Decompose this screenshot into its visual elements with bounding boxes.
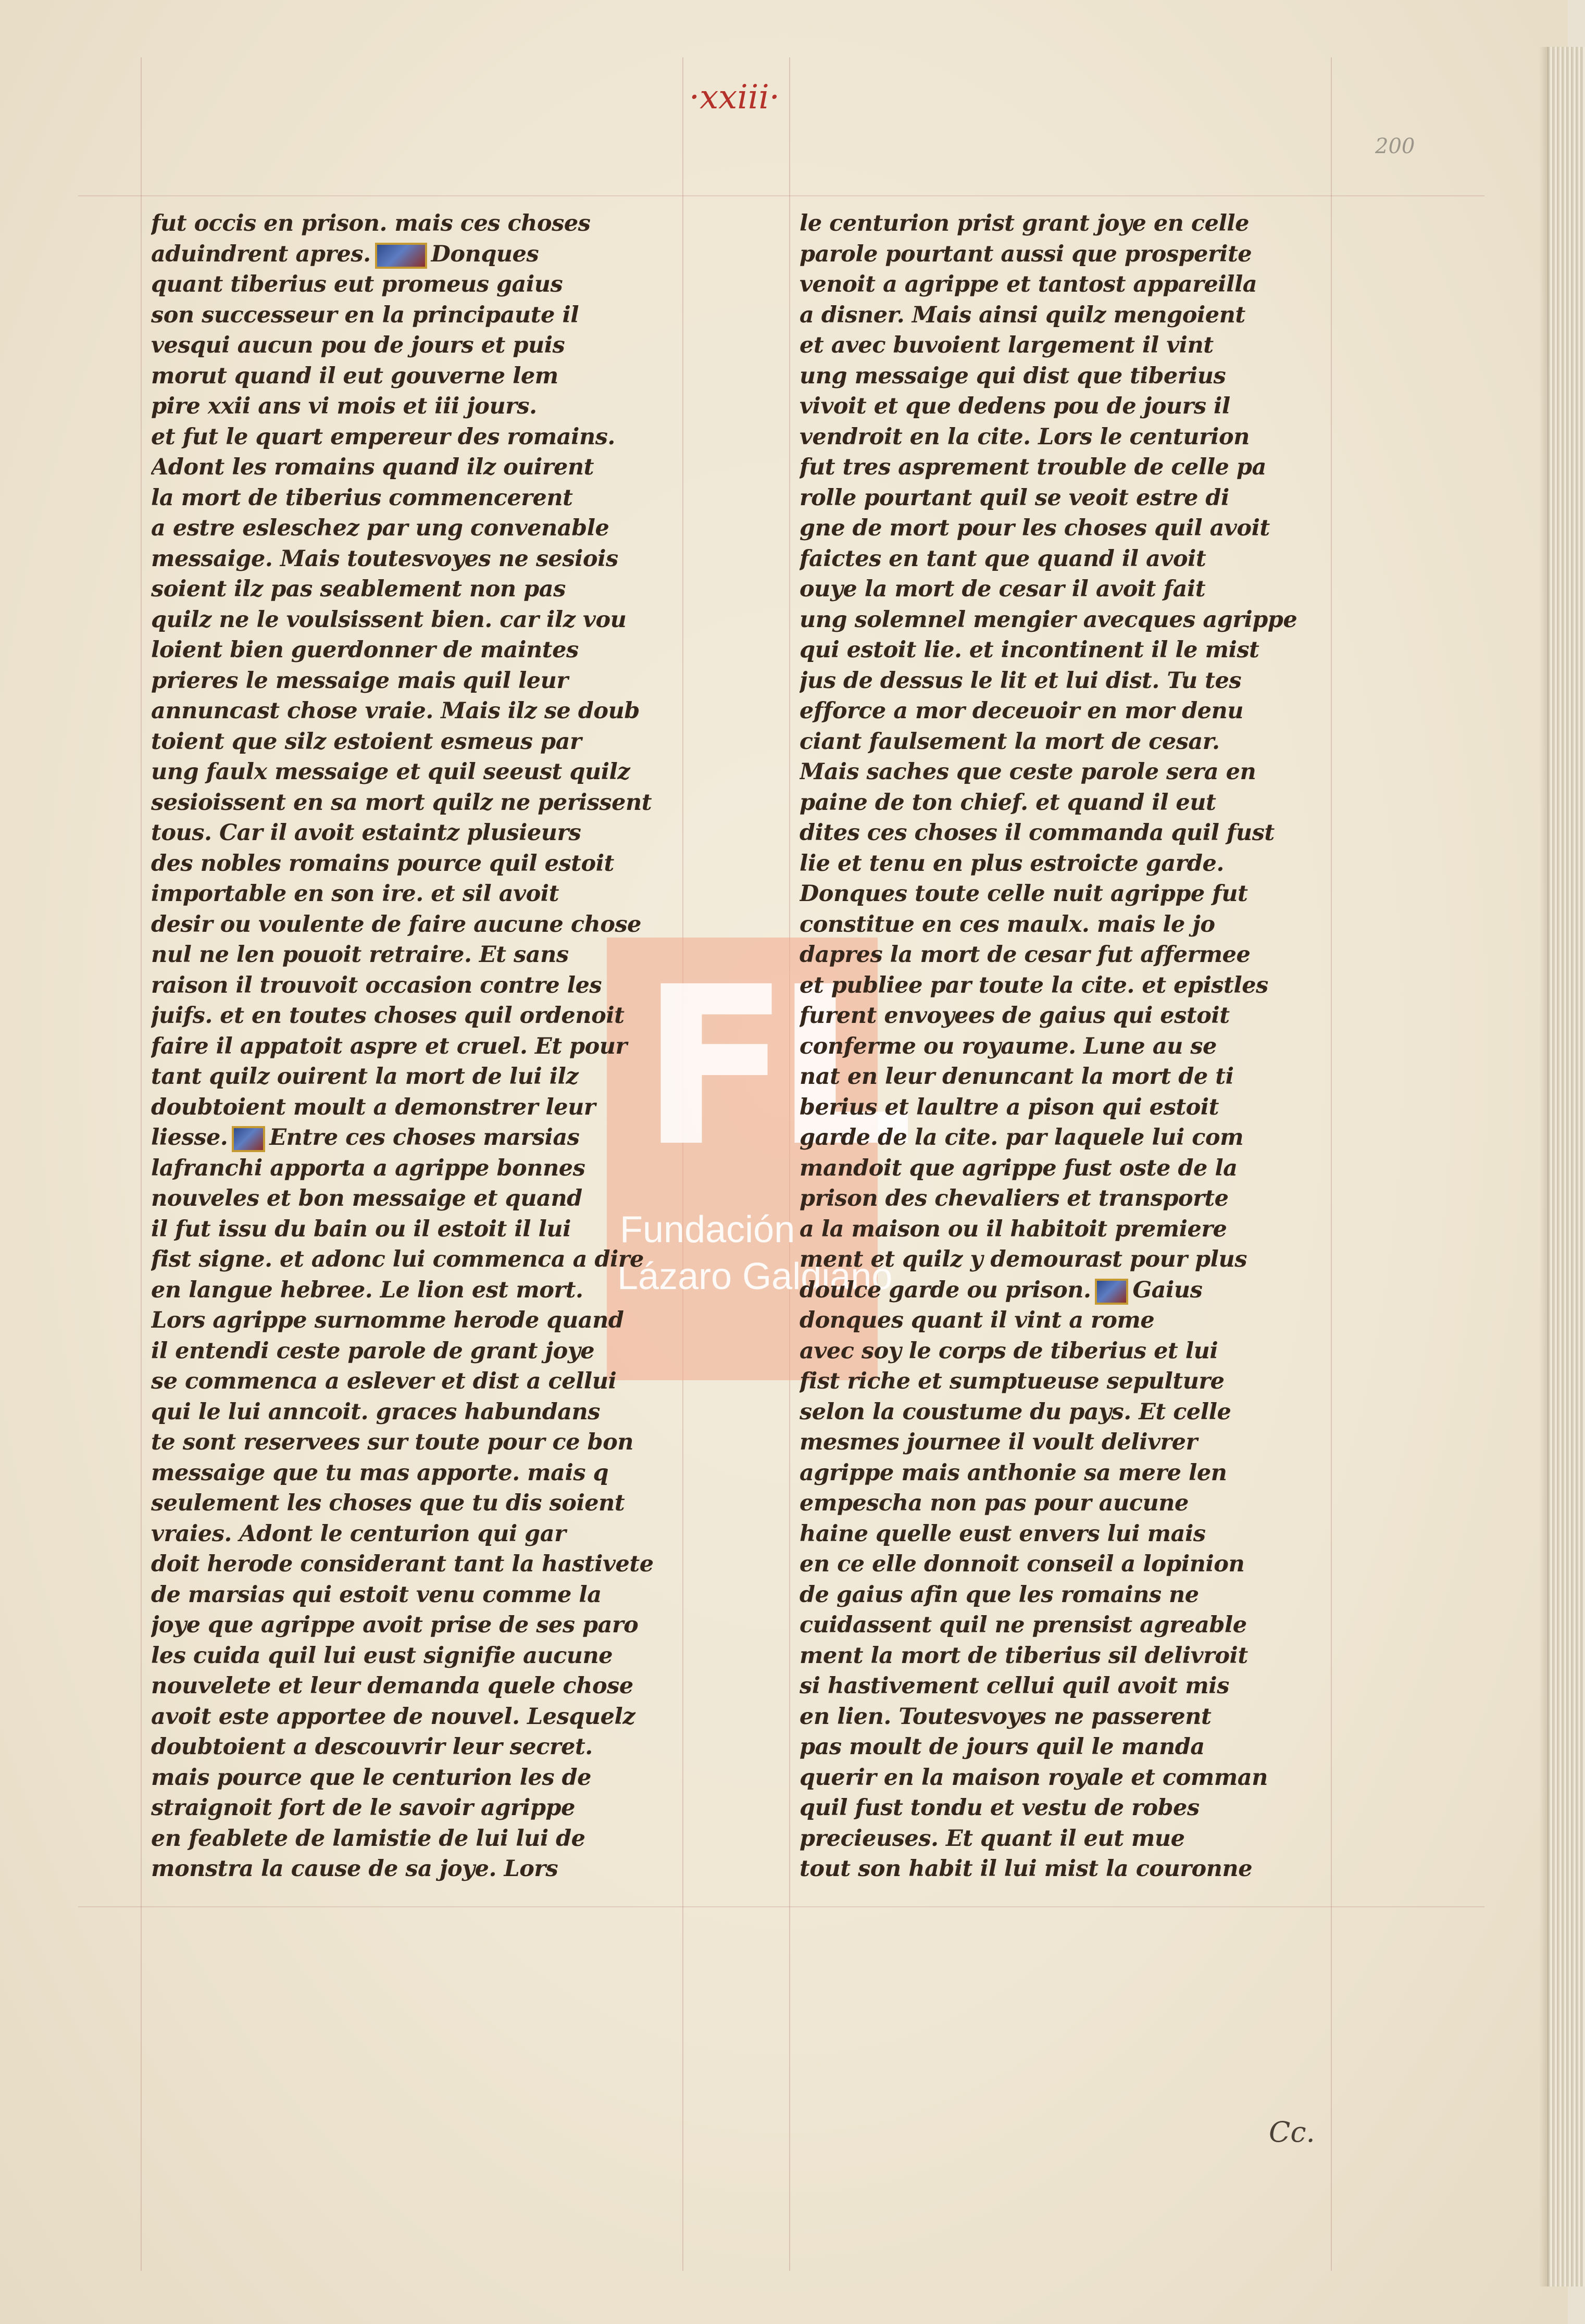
text-line: doubtoient a descouvrir leur secret.: [151, 1734, 593, 1760]
text-line: constitue en ces maulx. mais le jo: [800, 911, 1215, 938]
text-line: il fut issu du bain ou il estoit il lui: [151, 1216, 571, 1242]
text-line: sesioissent en sa mort quilz ne perissent: [151, 789, 652, 816]
text-line: ouye la mort de cesar il avoit fait: [800, 576, 1206, 602]
text-line: doubtoient moult a demonstrer leur: [151, 1094, 596, 1120]
text-line-part: liesse.: [151, 1124, 228, 1151]
text-line: juifs. et en toutes choses quil ordenoit: [151, 1003, 625, 1029]
text-line: et fut le quart empereur des romains.: [151, 423, 615, 450]
text-line: prison des chevaliers et transporte: [800, 1185, 1229, 1211]
text-line: Adont les romains quand ilz ouirent: [151, 454, 594, 480]
ruling-line: [141, 57, 142, 2271]
watermark-line: Fundación: [620, 1209, 795, 1251]
book-leaf-edges: [1547, 47, 1585, 2286]
text-line: berius et laultre a pison qui estoit: [800, 1094, 1219, 1120]
text-line-part: doulce garde ou prison.: [800, 1277, 1091, 1303]
text-line: lafranchi apporta a agrippe bonnes: [151, 1155, 585, 1181]
text-line: et publiee par toute la cite. et epistles: [800, 972, 1268, 998]
illuminated-initial: [232, 1126, 265, 1152]
text-line: faire il appatoit aspre et cruel. Et pour: [151, 1033, 627, 1059]
text-line: rolle pourtant quil se veoit estre di: [800, 484, 1229, 511]
text-line: a disner. Mais ainsi quilz mengoient: [800, 302, 1245, 328]
text-line: dites ces choses il commanda quil fust: [800, 820, 1275, 846]
text-line: en ce elle donnoit conseil a lopinion: [800, 1551, 1245, 1577]
text-line: cuidassent quil ne prensist agreable: [800, 1612, 1247, 1638]
text-line: annuncast chose vraie. Mais ilz se doub: [151, 698, 640, 724]
text-line: faictes en tant que quand il avoit: [800, 545, 1206, 572]
text-line: importable en son ire. et sil avoit: [151, 881, 559, 907]
text-line: soient ilz pas seablement non pas: [151, 576, 566, 602]
ruling-line: [78, 195, 1484, 196]
text-line: prieres le messaige mais quil leur: [151, 667, 568, 694]
text-line: la mort de tiberius commencerent: [151, 484, 573, 511]
text-line: ung faulx messaige et quil seeust quilz: [151, 759, 630, 785]
text-line: tant quilz ouirent la mort de lui ilz: [151, 1064, 579, 1090]
text-line: desir ou voulente de faire aucune chose: [151, 911, 642, 938]
text-line: [151, 239, 682, 270]
text-line: monstra la cause de sa joye. Lors: [151, 1856, 558, 1882]
text-line: vraies. Adont le centurion qui gar: [151, 1520, 566, 1547]
text-line: et avec buvoient largement il vint: [800, 332, 1214, 358]
text-line: qui estoit lie. et incontinent il le mist: [800, 637, 1259, 663]
text-line: morut quand il eut gouverne lem: [151, 363, 558, 389]
text-line: a estre esleschez par ung convenable: [151, 515, 609, 541]
text-line: qui le lui anncoit. graces habundans: [151, 1398, 601, 1425]
text-line: vendroit en la cite. Lors le centurion: [800, 423, 1250, 450]
text-line: en feablete de lamistie de lui lui de: [151, 1825, 585, 1852]
text-line: vivoit et que dedens pou de jours il: [800, 393, 1230, 419]
text-line: toient que silz estoient esmeus par: [151, 728, 582, 755]
text-line: quil fust tondu et vestu de robes: [800, 1795, 1200, 1821]
text-line: [800, 1275, 1331, 1306]
text-line: fist riche et sumptueuse sepulture: [800, 1368, 1225, 1394]
text-line: a la maison ou il habitoit premiere: [800, 1216, 1227, 1242]
text-line-part: Donques: [431, 241, 539, 267]
text-line: nat en leur denuncant la mort de ti: [800, 1064, 1234, 1090]
text-line: precieuses. Et quant il eut mue: [800, 1825, 1185, 1852]
text-line: tous. Car il avoit estaintz plusieurs: [151, 820, 581, 846]
text-line: joye que agrippe avoit prise de ses paro: [151, 1612, 639, 1638]
text-line-part: Gaius: [1132, 1277, 1203, 1303]
text-line: efforce a mor deceuoir en mor denu: [800, 698, 1244, 724]
text-line: quant tiberius eut promeus gaius: [151, 271, 563, 297]
text-line: paine de ton chief. et quand il eut: [800, 789, 1216, 816]
text-line: selon la coustume du pays. Et celle: [800, 1398, 1231, 1425]
text-line: ung solemnel mengier avecques agrippe: [800, 606, 1297, 633]
text-line: te sont reservees sur toute pour ce bon: [151, 1429, 634, 1455]
text-line: mandoit que agrippe fust oste de la: [800, 1155, 1238, 1181]
text-line: avec soy le corps de tiberius et lui: [800, 1338, 1218, 1364]
text-line: pire xxii ans vi mois et iii jours.: [151, 393, 537, 419]
text-line: messaige. Mais toutesvoyes ne sesiois: [151, 545, 618, 572]
text-line: parole pourtant aussi que prosperite: [800, 241, 1252, 267]
text-line: loient bien guerdonner de maintes: [151, 637, 579, 663]
text-line: quilz ne le voulsissent bien. car ilz vou: [151, 606, 627, 633]
text-line: ung messaige qui dist que tiberius: [800, 363, 1226, 389]
text-line: Lors agrippe surnomme herode quand: [151, 1307, 624, 1333]
text-line: le centurion prist grant joye en celle: [800, 210, 1249, 236]
text-line: ment la mort de tiberius sil delivroit: [800, 1642, 1248, 1669]
text-line: Mais saches que ceste parole sera en: [800, 759, 1256, 785]
text-line: doit herode considerant tant la hastivete: [151, 1551, 654, 1577]
text-line: nouvelete et leur demanda quele chose: [151, 1673, 633, 1699]
folio-number: 200: [1375, 134, 1415, 158]
text-line: vesqui aucun pou de jours et puis: [151, 332, 565, 358]
quire-signature: Cc.: [1269, 2116, 1315, 2148]
text-line: haine quelle eust envers lui mais: [800, 1520, 1206, 1547]
text-line: de marsias qui estoit venu comme la: [151, 1581, 602, 1608]
text-line: son successeur en la principaute il: [151, 302, 579, 328]
text-line-part: Entre ces choses marsias: [269, 1124, 580, 1151]
ruling-line: [78, 1906, 1484, 1907]
text-line: en langue hebree. Le lion est mort.: [151, 1277, 583, 1303]
text-line: dapres la mort de cesar fut affermee: [800, 942, 1251, 968]
text-line: nouveles et bon messaige et quand: [151, 1185, 582, 1211]
text-line: il entendi ceste parole de grant joye: [151, 1338, 595, 1364]
text-line: conferme ou royaume. Lune au se: [800, 1033, 1217, 1059]
text-line: se commenca a eslever et dist a cellui: [151, 1368, 617, 1394]
text-line: ment et quilz y demourast pour plus: [800, 1246, 1247, 1272]
text-line: lie et tenu en plus estroicte garde.: [800, 850, 1224, 877]
text-line-part: aduindrent apres.: [151, 241, 371, 267]
text-line: straignoit fort de le savoir agrippe: [151, 1795, 575, 1821]
text-line: gne de mort pour les choses quil avoit: [800, 515, 1270, 541]
text-line: de gaius afin que les romains ne: [800, 1581, 1199, 1608]
text-line: jus de dessus le lit et lui dist. Tu tes: [800, 667, 1242, 694]
text-line: mesmes journee il voult delivrer: [800, 1429, 1197, 1455]
text-line: tout son habit il lui mist la couronne: [800, 1856, 1253, 1882]
text-line: en lien. Toutesvoyes ne passerent: [800, 1703, 1212, 1730]
ruling-line: [1331, 57, 1332, 2271]
text-line: fut occis en prison. mais ces choses: [151, 210, 591, 236]
text-line: raison il trouvoit occasion contre les: [151, 972, 602, 998]
text-line: [151, 1122, 682, 1153]
text-line: seulement les choses que tu dis soient: [151, 1490, 625, 1516]
text-line: mais pource que le centurion les de: [151, 1764, 591, 1791]
illuminated-initial: [1095, 1279, 1128, 1305]
text-line: agrippe mais anthonie sa mere len: [800, 1459, 1227, 1486]
watermark-logo: FL: [641, 940, 898, 1195]
left-text-column: [151, 208, 682, 1884]
text-line: venoit a agrippe et tantost appareilla: [800, 271, 1257, 297]
text-line: pas moult de jours quil le manda: [800, 1734, 1205, 1760]
text-line: garde de la cite. par laquele lui com: [800, 1124, 1244, 1151]
watermark-line: Lázaro Galdiano: [617, 1256, 893, 1297]
text-line: furent envoyees de gaius qui estoit: [800, 1003, 1230, 1029]
illuminated-initial: [375, 243, 427, 269]
text-line: des nobles romains pource quil estoit: [151, 850, 614, 877]
text-line: fist signe. et adonc lui commenca a dire: [151, 1246, 644, 1272]
text-line: les cuida quil lui eust signifie aucune: [151, 1642, 613, 1669]
text-line: avoit este apportee de nouvel. Lesquelz: [151, 1703, 635, 1730]
text-line: donques quant il vint a rome: [800, 1307, 1155, 1333]
text-line: empescha non pas pour aucune: [800, 1490, 1189, 1516]
text-line: messaige que tu mas apporte. mais q: [151, 1459, 609, 1486]
text-line: fut tres asprement trouble de celle pa: [800, 454, 1266, 480]
text-line: si hastivement cellui quil avoit mis: [800, 1673, 1229, 1699]
running-head: ·xxiii·: [689, 78, 780, 117]
text-line: nul ne len pouoit retraire. Et sans: [151, 942, 569, 968]
text-line: querir en la maison royale et comman: [800, 1764, 1268, 1791]
right-text-column: [800, 208, 1331, 1884]
text-line: ciant faulsement la mort de cesar.: [800, 728, 1220, 755]
text-line: Donques toute celle nuit agrippe fut: [800, 881, 1248, 907]
